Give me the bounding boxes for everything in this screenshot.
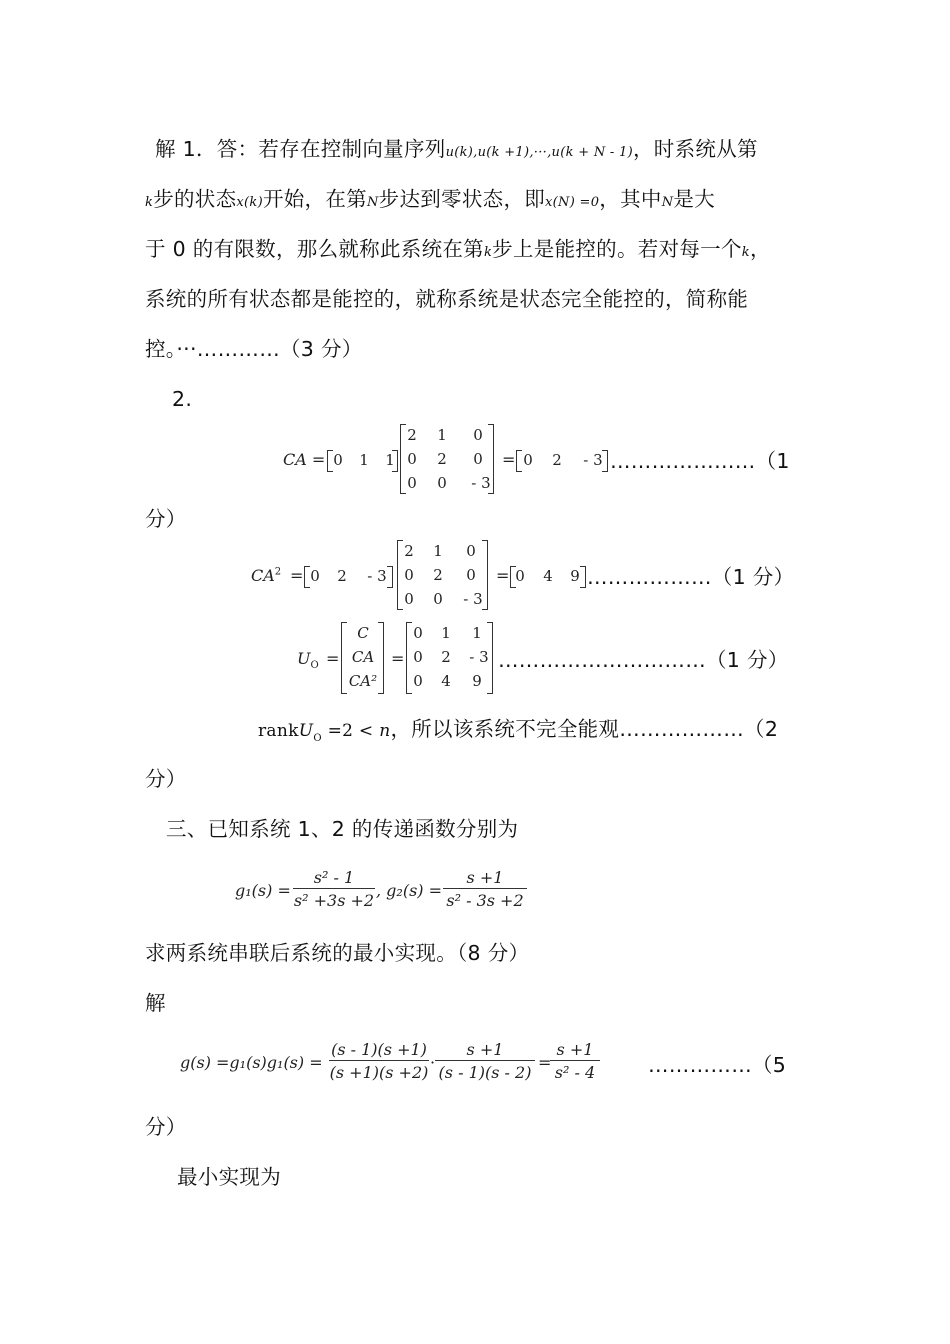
bracket-right [392,450,398,472]
a-1-2: 0 [473,450,483,468]
answer-line-2-a: 步的状态 [153,187,237,211]
answer-line-1 [155,136,758,166]
uo-col-1: CA [351,648,375,666]
gs-fraction-1 [329,1040,429,1082]
row-c-1: 1 [359,451,369,469]
g1-lhs: g₁(s) = [235,881,291,900]
uo-lhs-text: U [297,649,311,668]
uo-m-0-2: 1 [472,624,482,642]
ca-res-1: 2 [552,451,562,469]
rank-text: ，所以该系统不完全能观………………（2 [390,717,779,741]
uo-eq1: = [326,649,340,668]
gs-dot: · [430,1053,436,1072]
solve-label: 解 [145,991,166,1015]
minimal-realization-label: 最小实现为 [177,1165,281,1189]
ca2-lhs [251,566,281,585]
gs-f2-num: s +1 [435,1040,535,1061]
gs-f3-den: s² - 4 [554,1063,596,1082]
result-bracket-right [602,450,608,472]
uo-sub: O [310,660,319,672]
gs-score: ……………（5 [648,1053,787,1077]
ca2-matrix-bracket-right [482,540,488,610]
var-N: N [366,195,379,210]
gs-fraction-2 [435,1040,535,1082]
gs-score-cont: 分） [145,1115,187,1139]
answer-line-4: 系统的所有状态都是能控的，就称系统是状态完全能控的，简称能 [145,287,749,311]
uo-score: …………………………（1 分） [498,648,789,672]
a-0-1: 1 [437,426,447,444]
ca-lhs: CA = [283,450,326,469]
g2-num: s +1 [443,868,527,889]
ca2-res-0: 0 [515,567,525,585]
rank-n: n [379,721,391,741]
row-c-2: 1 [385,451,395,469]
ca2-eq2: = [496,566,510,585]
var-k: k [145,195,154,210]
rank-score-cont: 分） [145,767,187,791]
ca2-a-0-2: 0 [466,542,476,560]
rank-word: rank [258,721,299,741]
rank-sub: O [313,733,322,745]
ca-equals: = [502,450,516,469]
ca2-lhs-text: CA [251,566,275,585]
uo-m-2-0: 0 [413,672,423,690]
var-k-4: k [741,245,750,260]
a-2-0: 0 [407,474,417,492]
ca2-res-1: 4 [543,567,553,585]
uo-m-1-1: 2 [441,648,451,666]
g2-den: s² - 3s +2 [446,891,524,910]
g1-num: s² - 1 [293,868,375,889]
ca2-row-2: - 3 [367,567,387,585]
ca-res-0: 0 [523,451,533,469]
answer-line-2-c: 步达到零状态，即 [378,187,546,211]
uo-m-2-2: 9 [472,672,482,690]
uo-m-1-0: 0 [413,648,423,666]
a-1-1: 2 [437,450,447,468]
gs-eq: = [538,1053,552,1072]
matrix-a-bracket-right [488,424,494,494]
section-3-heading: 三、已知系统 1、2 的传递函数分别为 [166,817,519,841]
g2-lhs: , g₂(s) = [376,881,443,900]
answer-line-2-e: 是大 [673,187,715,211]
a-2-1: 0 [437,474,447,492]
g2-fraction [443,868,527,910]
ca2-row-1: 2 [337,567,347,585]
ca-score: …………………（1 [610,449,790,473]
rank-cmp: =2 < [321,721,380,741]
answer-line-5: 控。···…………（3 分） [145,337,363,361]
var-xk: x(k) [236,195,263,210]
uo-lhs [297,649,319,671]
a-1-0: 0 [407,450,417,468]
answer-line-2-b: 开始，在第 [262,187,367,211]
uo-eq2: = [391,649,405,668]
answer-line-3-a: 于 0 的有限数，那么就称此系统在第 [145,237,484,261]
gs-fraction-3 [550,1040,600,1082]
ca2-sup: 2 [274,566,282,578]
gs-f1-num: (s - 1)(s +1) [329,1040,429,1061]
a-0-2: 0 [473,426,483,444]
uo-col-bracket-right [378,622,384,694]
rank-line [258,716,778,752]
gs-f2-den: (s - 1)(s - 2) [438,1063,532,1082]
uo-m-0-1: 1 [441,624,451,642]
gs-f3-num: s +1 [550,1040,600,1061]
uo-m-0-0: 0 [413,624,423,642]
ca2-a-2-0: 0 [404,590,414,608]
g1-den: s² +3s +2 [293,891,375,910]
control-sequence-math: u(k),u(k +1),···,u(k + N - 1) [445,145,633,160]
question-text: 求两系统串联后系统的最小实现。（8 分） [145,941,530,965]
ca-score-cont: 分） [145,507,187,531]
answer-line-3-b: 步上是能控的。若对每一个 [492,237,742,261]
ca2-score: ………………（1 分） [587,565,795,589]
answer-line-3-c: ， [749,237,771,261]
uo-col-2: CA² [348,672,378,690]
uo-m-2-1: 4 [441,672,451,690]
var-k-3: k [483,245,493,260]
ca2-row-0: 0 [310,567,320,585]
ca2-row-bracket-right [387,566,393,588]
uo-matrix-bracket-right [487,622,493,694]
part-2-label: 2. [172,387,193,411]
ca2-a-1-1: 2 [433,566,443,584]
ca2-a-0-1: 1 [433,542,443,560]
ca2-res-2: 9 [570,567,580,585]
g1-fraction [293,868,375,910]
uo-m-1-2: - 3 [469,648,489,666]
gs-lhs: g(s) =g₁(s)g₁(s) = [180,1053,323,1072]
a-0-0: 2 [407,426,417,444]
answer-line-2 [145,186,715,216]
uo-col-0: C [357,624,369,642]
ca2-a-1-0: 0 [404,566,414,584]
var-N-2: N [661,195,674,210]
ca2-a-2-2: - 3 [463,590,483,608]
row-c-0: 0 [333,451,343,469]
ca2-a-1-2: 0 [466,566,476,584]
gs-f1-den: (s +1)(s +2) [329,1063,429,1082]
answer-line-2-d: ，其中 [599,187,662,211]
ca2-a-2-1: 0 [433,590,443,608]
ca-res-2: - 3 [583,451,603,469]
a-2-2: - 3 [471,474,491,492]
rank-U: U [298,721,314,741]
answer-line-1-text: 解 1．答：若存在控制向量序列 [155,137,446,161]
ca2-res-bracket-right [580,566,586,588]
answer-line-1-tail: ，时系统从第 [633,137,758,161]
ca2-a-0-0: 2 [404,542,414,560]
answer-line-3 [145,236,771,266]
ca2-eq1: = [290,566,304,585]
var-xN: x(N) =0 [545,195,600,210]
